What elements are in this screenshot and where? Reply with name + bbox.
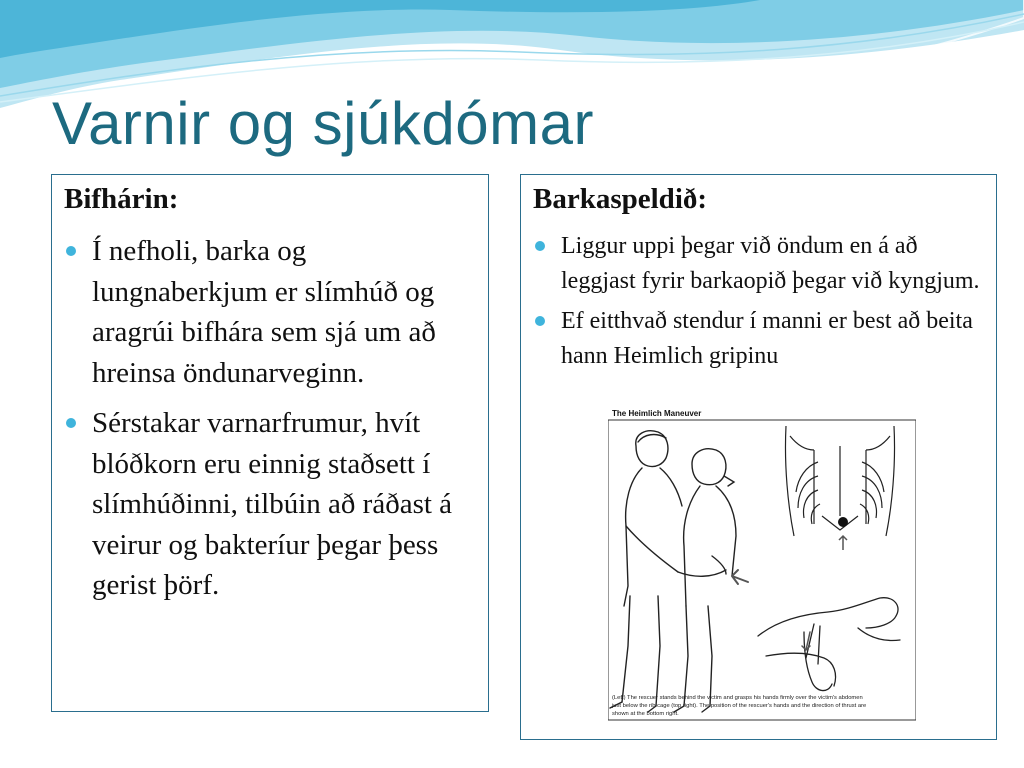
slide-title: Varnir og sjúkdómar xyxy=(52,90,594,157)
bullet-text: Ef eitthvað stendur í manni er best að beita hann Heimlich gripinu xyxy=(561,308,973,369)
left-bullet-list xyxy=(64,231,474,616)
bullet-dot-icon xyxy=(535,316,545,326)
bullet-dot-icon xyxy=(535,241,545,251)
illustration-header: The Heimlich Maneuver xyxy=(612,409,702,418)
list-item xyxy=(533,304,993,373)
list-item xyxy=(64,231,474,393)
right-heading: Barkaspeldið: xyxy=(533,183,708,215)
heimlich-illustration xyxy=(608,406,916,722)
list-item xyxy=(533,229,993,298)
bullet-text: Í nefholi, barka og lungnaberkjum er slímhúð og aragrúi bifhára sem sjá um að hreinsa öndunarveginn. xyxy=(92,235,436,389)
clasped-hands-icon xyxy=(758,598,900,691)
bullet-text: Liggur uppi þegar við öndum en á að leggjast fyrir barkaopið þegar við kyngjum. xyxy=(561,233,980,294)
bullet-dot-icon xyxy=(66,418,76,428)
bullet-dot-icon xyxy=(66,246,76,256)
rescue-figures-icon xyxy=(610,431,748,712)
bullet-text: Sérstakar varnarfrumur, hvít blóðkorn eru einnig staðsett í slímhúðinni, tilbúin að ráðast á veirur og bakteríur þegar þess gerist þörf. xyxy=(92,407,453,601)
left-heading: Bifhárin: xyxy=(64,183,179,215)
illustration-caption: (Left) The rescuer stands behind the victim and grasps his hands firmly over the victim's abdomen just below the rib cage (top right). The position of the rescuer's hands and the direction of thrust are shown at the bottom right. xyxy=(612,695,867,717)
left-content-box xyxy=(51,174,489,712)
right-bullet-list xyxy=(533,229,993,379)
list-item xyxy=(64,403,474,606)
